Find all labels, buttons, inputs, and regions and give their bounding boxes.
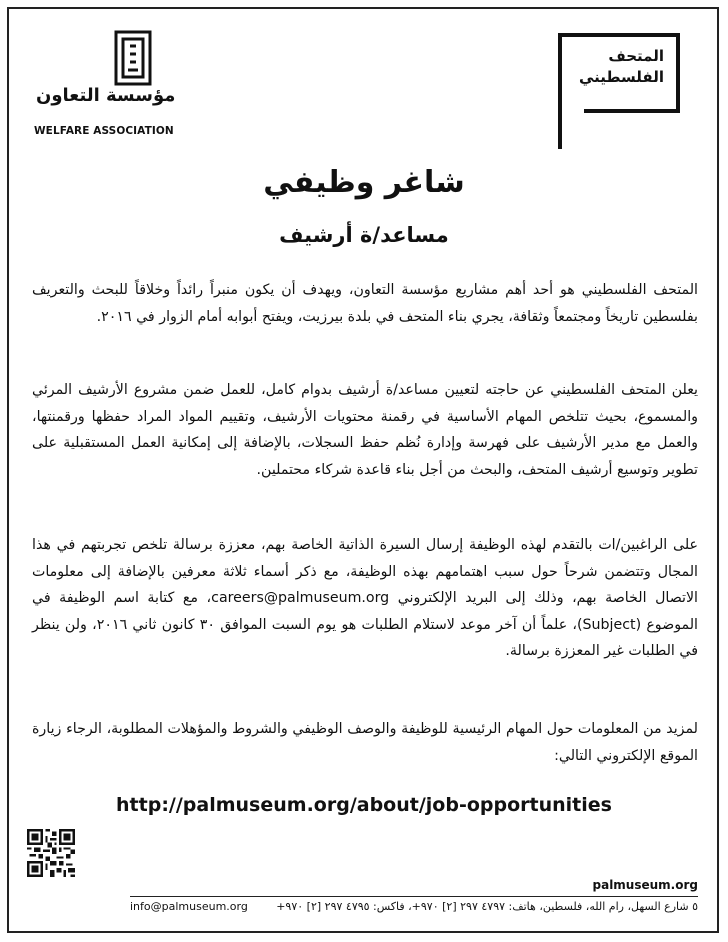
museum-logo-border-bottom	[584, 109, 680, 113]
intro-text: المتحف الفلسطيني هو أحد أهم مشاريع مؤسسة التعاون، ويهدف أن يكون منبراً رائداً وخلاقاً للبحث والتعريف بفلسطين تاريخاً ومجتمعاً وثقافة، يجري بناء المتحف في بلدة بيرزيت، ويفتح أبوابه أمام الزوار في ٢٠١٦.	[32, 282, 698, 325]
application-text: على الراغبين/ات بالتقدم لهذه الوظيفة إرسال السيرة الذاتية الخاصة بهم، معززة برسالة تلخص تجربتهم في هذا المجال وتتضمن شرحاً حول سبب اهتمامهم بهذه الوظيفة، مع ذكر أسماء ثلاثة معرفين بالإضافة إلى معلومات الاتصال الخاصة بهم، وذلك إلى البريد الإلكتروني careers@palmuseum.org، مع كتابة اسم الوظيفة في الموضوع (Subject)، علماً أن آخر موعد لاستلام الطلبات هو يوم السبت الموافق ٣٠ كانون ثاني ٢٠١٦، ولن ينظر في الطلبات غير المعززة برسالة.	[32, 537, 698, 659]
museum-logo-line1: المتحف	[608, 47, 664, 65]
footer-divider	[130, 896, 698, 897]
more-info-text: لمزيد من المعلومات حول المهام الرئيسية للوظيفة والوصف الوظيفي والشروط والمؤهلات المطلوبة، الرجاء زيارة الموقع الإلكتروني التالي:	[32, 721, 698, 764]
more-info-paragraph	[32, 716, 698, 769]
page-title: شاغر وظيفي	[263, 165, 465, 200]
welfare-association-logo	[30, 28, 180, 137]
museum-logo-tail	[558, 109, 562, 149]
association-name-english: WELFARE ASSOCIATION	[34, 125, 174, 137]
footer-email[interactable]: info@palmuseum.org	[130, 900, 248, 913]
museum-logo-line2: الفلسطيني	[579, 68, 664, 86]
role-text: يعلن المتحف الفلسطيني عن حاجته لتعيين مساعد/ة أرشيف بدوام كامل، للعمل ضمن مشروع الأرشيف المرئي والمسموع، بحيث تتلخص المهام الأساسية في رقمنة محتويات الأرشيف، وتقييم المواد المراد حفظها ورقمنتها، والعمل مع مدير الأرشيف على فهرسة وإدارة نُظم حفظ السجلات، بالإضافة إلى إمكانية العمل المستقبلية على تطوير وتوسيع أرشيف المتحف، والبحث من أجل بناء قاعدة شركاء محتملين.	[32, 382, 698, 478]
role-paragraph	[32, 377, 698, 483]
job-opportunities-link[interactable]: http://palmuseum.org/about/job-opportunities	[116, 794, 612, 816]
footer-address: ٥ شارع السهل، رام الله، فلسطين، هاتف: ٤٧٩٧ ٢٩٧ [٢] ٩٧٠+، فاكس: ٤٧٩٥ ٢٩٧ [٢] ٩٧٠+	[276, 900, 698, 913]
association-name-arabic: مؤسسة التعاون	[36, 85, 176, 106]
job-title: مساعد/ة أرشيف	[279, 223, 449, 247]
footer-website[interactable]: palmuseum.org	[592, 878, 698, 892]
intro-paragraph	[32, 277, 698, 330]
application-paragraph	[32, 532, 698, 665]
museum-logo	[558, 33, 680, 113]
qr-code-icon[interactable]	[27, 829, 75, 877]
